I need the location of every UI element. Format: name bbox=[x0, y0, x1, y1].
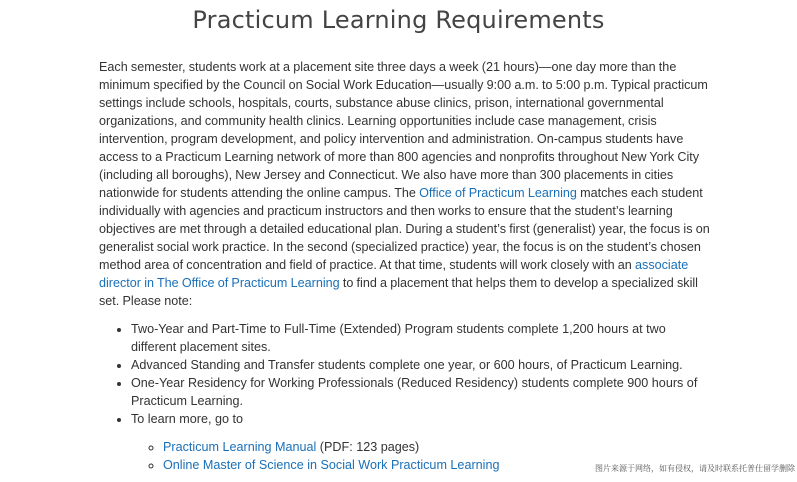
page-title: Practicum Learning Requirements bbox=[192, 6, 605, 34]
learn-more-label: To learn more, go to bbox=[131, 412, 244, 426]
office-of-practicum-learning-link[interactable]: Office of Practicum Learning bbox=[419, 186, 577, 200]
list-item bbox=[163, 438, 713, 456]
practicum-manual-link[interactable]: Practicum Learning Manual bbox=[163, 440, 317, 454]
list-item: • Two-Year and Part-Time to Full-Time (Extended) Program students complete 1,200 hours at two different placement sites. bbox=[131, 320, 713, 356]
associate-director-link[interactable]: associate director in The Office of Practicum Learning bbox=[99, 258, 689, 290]
manual-suffix: (PDF: 123 pages) bbox=[316, 440, 420, 454]
watermark-text: 图片来源于网络，如有侵权，请及时联系托普仕留学删除 bbox=[595, 464, 795, 473]
intro-text-3: to find a placement that helps them to develop a specialized skill set. Please note: bbox=[99, 276, 698, 308]
intro-text-2: matches each student individually with agencies and practicum instructors and then works to ensure that the student’s learning objectives are met through a detailed educational plan. During a student’s first (generalist) year, the focus is on generalist social work practice. In the second (specialized practice) year, the focus is on the student’s chosen method area of concentration and field of practice. At that time, students will work closely with an bbox=[99, 186, 710, 272]
list-item: • One-Year Residency for Working Professionals (Reduced Residency) students complete 900 hours of Practicum Learning. bbox=[131, 374, 713, 410]
main-content bbox=[99, 58, 713, 474]
requirements-list bbox=[99, 320, 713, 474]
list-item: • Advanced Standing and Transfer students complete one year, or 600 hours, of Practicum Learning. bbox=[131, 356, 713, 374]
online-msw-practicum-link[interactable]: Online Master of Science in Social Work Practicum Learning bbox=[163, 458, 500, 472]
intro-paragraph bbox=[99, 58, 713, 310]
intro-text-1: Each semester, students work at a placement site three days a week (21 hours)—one day more than the minimum specified by the Council on Social Work Education—usually 9:00 a.m. to 5:00 p.m. Typical practicum settings include schools, hospitals, courts, substance abuse clinics, prison, international governmental organizations, and community health clinics. Learning opportunities include case management, crisis intervention, program development, and policy intervention and administration. On-campus students have access to a Practicum Learning network of more than 800 agencies and nonprofits throughout New York City (including all boroughs), New Jersey and Connecticut. We also have more than 300 placements in cities nationwide for students attending the online campus. The bbox=[99, 60, 708, 200]
